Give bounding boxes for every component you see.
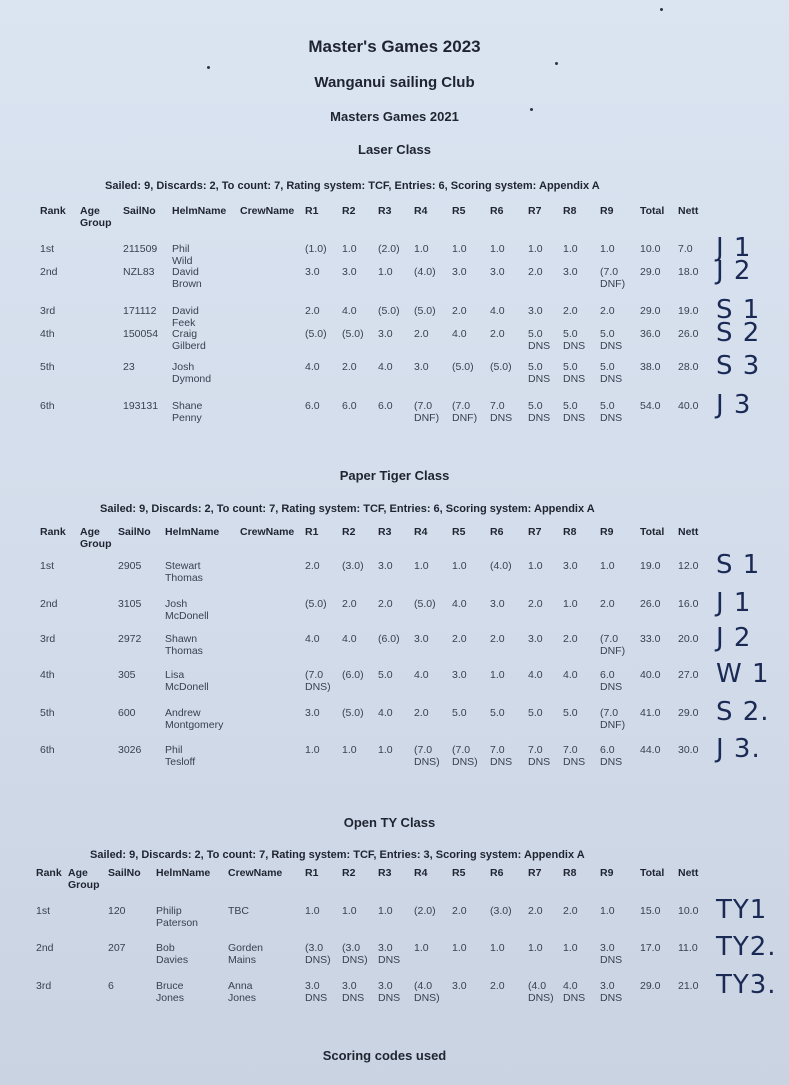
column-header: R3 <box>378 526 392 538</box>
race-result-cell: 5.0 DNS <box>563 361 586 385</box>
race-result-cell: 1.0 <box>452 560 467 572</box>
race-result-cell: 1.0 <box>528 243 543 255</box>
race-result-cell: 6.0 <box>342 400 357 412</box>
rank-cell: 2nd <box>40 598 58 610</box>
column-header: CrewName <box>228 867 283 879</box>
race-result-cell: 2.0 <box>600 305 615 317</box>
race-result-cell: 2.0 <box>563 905 578 917</box>
sailno-cell: 171112 <box>123 305 157 317</box>
race-result-cell: 6.0 DNS <box>600 669 623 693</box>
race-result-cell: 3.0 <box>452 266 467 278</box>
race-result-cell: 1.0 <box>414 560 429 572</box>
race-result-cell: 1.0 <box>600 560 615 572</box>
nett-cell: 7.0 <box>678 243 693 255</box>
sailno-cell: 2972 <box>118 633 142 645</box>
race-result-cell: 5.0 <box>378 669 393 681</box>
nett-cell: 29.0 <box>678 707 699 719</box>
column-header: Total <box>640 867 665 879</box>
race-result-cell: 3.0 <box>563 266 578 278</box>
helm-name-cell: Lisa McDonell <box>165 669 209 693</box>
sailno-cell: 120 <box>108 905 126 917</box>
nett-cell: 20.0 <box>678 633 699 645</box>
nett-cell: 12.0 <box>678 560 699 572</box>
sailno-cell: 3026 <box>118 744 142 756</box>
handwritten-grade: TY1 <box>716 895 768 925</box>
rank-cell: 4th <box>40 328 55 340</box>
helm-name-cell: Bruce Jones <box>156 980 185 1004</box>
class-meta: Sailed: 9, Discards: 2, To count: 7, Rating system: TCF, Entries: 3, Scoring system: Appendix A <box>90 849 585 861</box>
race-result-cell: 3.0 <box>414 633 429 645</box>
race-result-cell: (7.0 DNF) <box>600 707 626 731</box>
sailno-cell: 305 <box>118 669 136 681</box>
helm-name-cell: Andrew Montgomery <box>165 707 224 731</box>
race-result-cell: 1.0 <box>490 243 505 255</box>
helm-name-cell: Phil Wild <box>172 243 193 267</box>
column-header: HelmName <box>172 205 227 217</box>
race-result-cell: 2.0 <box>414 707 429 719</box>
race-result-cell: 1.0 <box>414 243 429 255</box>
race-result-cell: (3.0 DNS) <box>305 942 331 966</box>
rank-cell: 3rd <box>40 633 56 645</box>
column-header: SailNo <box>123 205 156 217</box>
total-cell: 17.0 <box>640 942 661 954</box>
race-result-cell: 3.0 <box>563 560 578 572</box>
club-name: Wanganui sailing Club <box>314 74 475 91</box>
race-result-cell: (7.0 DNS) <box>414 744 440 768</box>
column-header: SailNo <box>118 526 151 538</box>
race-result-cell: (7.0 DNF) <box>452 400 478 424</box>
race-result-cell: 2.0 <box>563 305 578 317</box>
race-result-cell: 5.0 DNS <box>528 361 551 385</box>
nett-cell: 10.0 <box>678 905 699 917</box>
column-header: R6 <box>490 867 504 879</box>
race-result-cell: 2.0 <box>305 560 320 572</box>
rank-cell: 3rd <box>36 980 52 992</box>
column-header: R9 <box>600 526 614 538</box>
total-cell: 40.0 <box>640 669 661 681</box>
race-result-cell: 3.0 <box>305 707 320 719</box>
race-result-cell: 3.0 <box>378 328 393 340</box>
race-result-cell: (5.0) <box>305 328 327 340</box>
race-result-cell: 2.0 <box>305 305 320 317</box>
race-result-cell: (4.0 DNS) <box>414 980 440 1004</box>
rank-cell: 3rd <box>40 305 56 317</box>
nett-cell: 11.0 <box>678 942 698 954</box>
total-cell: 44.0 <box>640 744 661 756</box>
nett-cell: 19.0 <box>678 305 699 317</box>
total-cell: 29.0 <box>640 266 661 278</box>
race-result-cell: 5.0 DNS <box>528 328 551 352</box>
column-header: R2 <box>342 205 356 217</box>
rank-cell: 1st <box>40 560 55 572</box>
sailno-cell: 3105 <box>118 598 142 610</box>
helm-name-cell: Bob Davies <box>156 942 189 966</box>
total-cell: 54.0 <box>640 400 661 412</box>
rank-cell: 1st <box>36 905 51 917</box>
total-cell: 29.0 <box>640 305 661 317</box>
handwritten-grade: J 3. <box>716 734 761 764</box>
column-header: R6 <box>490 205 504 217</box>
column-header: Rank <box>40 205 66 217</box>
column-header: R4 <box>414 867 428 879</box>
class-meta: Sailed: 9, Discards: 2, To count: 7, Rating system: TCF, Entries: 6, Scoring system: Appendix A <box>105 180 600 192</box>
race-result-cell: 5.0 DNS <box>528 400 551 424</box>
race-result-cell: 2.0 <box>490 980 505 992</box>
race-result-cell: 1.0 <box>305 905 320 917</box>
race-result-cell: 1.0 <box>563 243 578 255</box>
race-result-cell: 5.0 DNS <box>563 400 586 424</box>
race-result-cell: 3.0 <box>528 633 543 645</box>
race-result-cell: (5.0) <box>305 598 327 610</box>
total-cell: 19.0 <box>640 560 661 572</box>
nett-cell: 26.0 <box>678 328 699 340</box>
handwritten-grade: J 1 <box>716 588 752 618</box>
sailno-cell: 23 <box>123 361 135 373</box>
race-result-cell: 1.0 <box>452 942 467 954</box>
race-result-cell: 1.0 <box>305 744 320 756</box>
race-result-cell: 1.0 <box>342 905 357 917</box>
race-result-cell: 3.0 <box>378 560 393 572</box>
race-result-cell: 5.0 <box>563 707 578 719</box>
race-result-cell: 3.0 DNS <box>600 980 623 1004</box>
rank-cell: 1st <box>40 243 55 255</box>
handwritten-grade: S 2 <box>716 318 761 348</box>
event-name: Masters Games 2021 <box>330 109 459 124</box>
race-result-cell: (3.0 DNS) <box>342 942 368 966</box>
race-result-cell: 4.0 <box>563 669 578 681</box>
race-result-cell: 4.0 <box>305 361 320 373</box>
race-result-cell: 3.0 <box>490 266 505 278</box>
race-result-cell: (6.0) <box>378 633 400 645</box>
race-result-cell: 6.0 DNS <box>600 744 623 768</box>
race-result-cell: (5.0) <box>414 598 436 610</box>
total-cell: 41.0 <box>640 707 661 719</box>
handwritten-grade: S 1 <box>716 295 761 325</box>
ink-speck <box>660 8 663 11</box>
race-result-cell: 6.0 <box>378 400 393 412</box>
column-header: Rank <box>40 526 66 538</box>
race-result-cell: 3.0 <box>414 361 429 373</box>
race-result-cell: 1.0 <box>528 560 543 572</box>
race-result-cell: 5.0 DNS <box>600 400 623 424</box>
race-result-cell: 2.0 <box>342 598 357 610</box>
race-result-cell: 2.0 <box>528 266 543 278</box>
column-header: Total <box>640 526 665 538</box>
race-result-cell: (6.0) <box>342 669 364 681</box>
race-result-cell: 1.0 <box>563 942 578 954</box>
column-header: R1 <box>305 526 319 538</box>
race-result-cell: 3.0 <box>490 598 505 610</box>
race-result-cell: 1.0 <box>414 942 429 954</box>
race-result-cell: 2.0 <box>490 633 505 645</box>
crew-name-cell: Gorden Mains <box>228 942 264 966</box>
race-result-cell: 2.0 <box>528 598 543 610</box>
race-result-cell: 7.0 DNS <box>490 744 513 768</box>
race-result-cell: 3.0 <box>342 266 357 278</box>
race-result-cell: 2.0 <box>342 361 357 373</box>
total-cell: 10.0 <box>640 243 661 255</box>
sailno-cell: NZL83 <box>123 266 155 278</box>
race-result-cell: (2.0) <box>414 905 436 917</box>
column-header: Rank <box>36 867 62 879</box>
race-result-cell: (2.0) <box>378 243 400 255</box>
nett-cell: 21.0 <box>678 980 699 992</box>
column-header: R4 <box>414 526 428 538</box>
handwritten-grade: S 2. <box>716 697 770 727</box>
race-result-cell: 7.0 DNS <box>490 400 513 424</box>
race-result-cell: 4.0 <box>342 633 357 645</box>
nett-cell: 16.0 <box>678 598 699 610</box>
race-result-cell: 5.0 DNS <box>600 361 623 385</box>
nett-cell: 30.0 <box>678 744 699 756</box>
column-header: Age Group <box>80 526 112 550</box>
race-result-cell: (5.0) <box>452 361 474 373</box>
column-header: R5 <box>452 526 466 538</box>
race-result-cell: 4.0 <box>342 305 357 317</box>
race-result-cell: 2.0 <box>563 633 578 645</box>
column-header: Nett <box>678 526 699 538</box>
helm-name-cell: Craig Gilberd <box>172 328 206 352</box>
class-meta: Sailed: 9, Discards: 2, To count: 7, Rating system: TCF, Entries: 6, Scoring system: Appendix A <box>100 503 595 515</box>
ink-speck <box>207 66 210 69</box>
race-result-cell: 5.0 <box>452 707 467 719</box>
column-header: Nett <box>678 867 699 879</box>
total-cell: 29.0 <box>640 980 661 992</box>
nett-cell: 18.0 <box>678 266 699 278</box>
column-header: R7 <box>528 526 542 538</box>
class-title: Open TY Class <box>343 815 436 830</box>
race-result-cell: 5.0 <box>528 707 543 719</box>
sailno-cell: 207 <box>108 942 126 954</box>
nett-cell: 27.0 <box>678 669 699 681</box>
helm-name-cell: David Brown <box>172 266 202 290</box>
handwritten-grade: J 2 <box>716 623 752 653</box>
race-result-cell: 3.0 <box>305 266 320 278</box>
handwritten-grade: W 1 <box>716 659 770 689</box>
race-result-cell: (5.0) <box>378 305 400 317</box>
column-header: R6 <box>490 526 504 538</box>
column-header: Age Group <box>80 205 112 229</box>
rank-cell: 2nd <box>36 942 54 954</box>
race-result-cell: 1.0 <box>490 942 505 954</box>
column-header: R3 <box>378 205 392 217</box>
race-result-cell: (3.0) <box>490 905 512 917</box>
column-header: Total <box>640 205 665 217</box>
sailno-cell: 193131 <box>123 400 159 412</box>
column-header: R2 <box>342 867 356 879</box>
column-header: R7 <box>528 205 542 217</box>
race-result-cell: 2.0 <box>452 305 467 317</box>
race-result-cell: 4.0 <box>528 669 543 681</box>
nett-cell: 28.0 <box>678 361 699 373</box>
column-header: R3 <box>378 867 392 879</box>
column-header: R9 <box>600 205 614 217</box>
column-header: R8 <box>563 205 577 217</box>
race-result-cell: 3.0 DNS <box>378 980 401 1004</box>
race-result-cell: 4.0 <box>378 361 393 373</box>
column-header: R2 <box>342 526 356 538</box>
column-header: R8 <box>563 867 577 879</box>
column-header: Age Group <box>68 867 100 891</box>
race-result-cell: 1.0 <box>490 669 505 681</box>
helm-name-cell: Philip Paterson <box>156 905 199 929</box>
sailno-cell: 2905 <box>118 560 142 572</box>
column-header: R1 <box>305 867 319 879</box>
rank-cell: 5th <box>40 361 55 373</box>
helm-name-cell: Shane Penny <box>172 400 203 424</box>
race-result-cell: 3.0 DNS <box>600 942 623 966</box>
race-result-cell: 4.0 <box>452 328 467 340</box>
race-result-cell: (1.0) <box>305 243 327 255</box>
total-cell: 15.0 <box>640 905 661 917</box>
race-result-cell: 2.0 <box>452 905 467 917</box>
race-result-cell: 3.0 DNS <box>342 980 365 1004</box>
helm-name-cell: Stewart Thomas <box>165 560 203 584</box>
nett-cell: 40.0 <box>678 400 699 412</box>
race-result-cell: 3.0 <box>528 305 543 317</box>
handwritten-grade: J 1 <box>716 233 752 263</box>
race-result-cell: 3.0 <box>452 980 467 992</box>
handwritten-grade: J 2 <box>716 256 752 286</box>
rank-cell: 6th <box>40 400 55 412</box>
column-header: CrewName <box>240 526 295 538</box>
helm-name-cell: Josh McDonell <box>165 598 209 622</box>
helm-name-cell: Shawn Thomas <box>165 633 203 657</box>
race-result-cell: 7.0 DNS <box>563 744 586 768</box>
column-header: SailNo <box>108 867 141 879</box>
ink-speck <box>555 62 558 65</box>
handwritten-grade: J 3 <box>716 390 752 420</box>
column-header: HelmName <box>165 526 220 538</box>
race-result-cell: 4.0 <box>490 305 505 317</box>
scoring-codes-title: Scoring codes used <box>322 1048 447 1063</box>
race-result-cell: 1.0 <box>378 905 393 917</box>
handwritten-grade: TY3. <box>716 970 777 1000</box>
race-result-cell: (5.0) <box>414 305 436 317</box>
race-result-cell: 5.0 <box>490 707 505 719</box>
race-result-cell: 1.0 <box>378 266 393 278</box>
race-result-cell: (4.0) <box>414 266 436 278</box>
race-result-cell: (4.0) <box>490 560 512 572</box>
column-header: R9 <box>600 867 614 879</box>
handwritten-grade: S 1 <box>716 550 761 580</box>
race-result-cell: 4.0 <box>305 633 320 645</box>
race-result-cell: 1.0 <box>600 905 615 917</box>
column-header: R5 <box>452 205 466 217</box>
race-result-cell: 1.0 <box>342 744 357 756</box>
race-result-cell: (5.0) <box>490 361 512 373</box>
race-result-cell: 2.0 <box>414 328 429 340</box>
race-result-cell: 4.0 <box>414 669 429 681</box>
race-result-cell: 3.0 <box>452 669 467 681</box>
rank-cell: 6th <box>40 744 55 756</box>
handwritten-grade: TY2. <box>716 932 777 962</box>
race-result-cell: 2.0 <box>452 633 467 645</box>
race-result-cell: (4.0 DNS) <box>528 980 554 1004</box>
column-header: HelmName <box>156 867 211 879</box>
race-result-cell: 3.0 DNS <box>305 980 328 1004</box>
race-result-cell: 2.0 <box>600 598 615 610</box>
race-result-cell: 1.0 <box>600 243 615 255</box>
total-cell: 33.0 <box>640 633 661 645</box>
race-result-cell: 1.0 <box>528 942 543 954</box>
crew-name-cell: Anna Jones <box>228 980 257 1004</box>
column-header: R1 <box>305 205 319 217</box>
race-result-cell: (7.0 DNF) <box>600 266 626 290</box>
race-result-cell: 4.0 <box>452 598 467 610</box>
sailno-cell: 6 <box>108 980 114 992</box>
race-result-cell: 2.0 <box>490 328 505 340</box>
race-result-cell: 1.0 <box>342 243 357 255</box>
race-result-cell: 4.0 DNS <box>563 980 586 1004</box>
race-result-cell: (7.0 DNF) <box>414 400 440 424</box>
rank-cell: 2nd <box>40 266 58 278</box>
sailno-cell: 150054 <box>123 328 159 340</box>
race-result-cell: (7.0 DNF) <box>600 633 626 657</box>
total-cell: 26.0 <box>640 598 661 610</box>
ink-speck <box>530 108 533 111</box>
race-result-cell: 6.0 <box>305 400 320 412</box>
class-title: Laser Class <box>358 142 431 157</box>
column-header: R7 <box>528 867 542 879</box>
sailno-cell: 211509 <box>123 243 158 255</box>
race-result-cell: (7.0 DNS) <box>452 744 478 768</box>
race-result-cell: 4.0 <box>378 707 393 719</box>
total-cell: 36.0 <box>640 328 661 340</box>
race-result-cell: 2.0 <box>378 598 393 610</box>
helm-name-cell: David Feek <box>172 305 199 329</box>
race-result-cell: 3.0 DNS <box>378 942 401 966</box>
page-title: Master's Games 2023 <box>308 37 481 56</box>
crew-name-cell: TBC <box>228 905 249 917</box>
race-result-cell: 7.0 DNS <box>528 744 551 768</box>
column-header: R8 <box>563 526 577 538</box>
total-cell: 38.0 <box>640 361 661 373</box>
race-result-cell: 5.0 DNS <box>600 328 623 352</box>
race-result-cell: (5.0) <box>342 328 364 340</box>
sailno-cell: 600 <box>118 707 136 719</box>
helm-name-cell: Phil Tesloff <box>165 744 196 768</box>
race-result-cell: 2.0 <box>528 905 543 917</box>
race-result-cell: (3.0) <box>342 560 364 572</box>
handwritten-grade: S 3 <box>716 351 761 381</box>
class-title: Paper Tiger Class <box>339 468 450 483</box>
race-result-cell: 1.0 <box>563 598 578 610</box>
rank-cell: 4th <box>40 669 55 681</box>
race-result-cell: (5.0) <box>342 707 364 719</box>
column-header: CrewName <box>240 205 295 217</box>
helm-name-cell: Josh Dymond <box>172 361 212 385</box>
race-result-cell: 1.0 <box>452 243 467 255</box>
column-header: R4 <box>414 205 428 217</box>
column-header: R5 <box>452 867 466 879</box>
race-result-cell: 5.0 DNS <box>563 328 586 352</box>
rank-cell: 5th <box>40 707 55 719</box>
column-header: Nett <box>678 205 699 217</box>
race-result-cell: 1.0 <box>378 744 393 756</box>
race-result-cell: (7.0 DNS) <box>305 669 331 693</box>
